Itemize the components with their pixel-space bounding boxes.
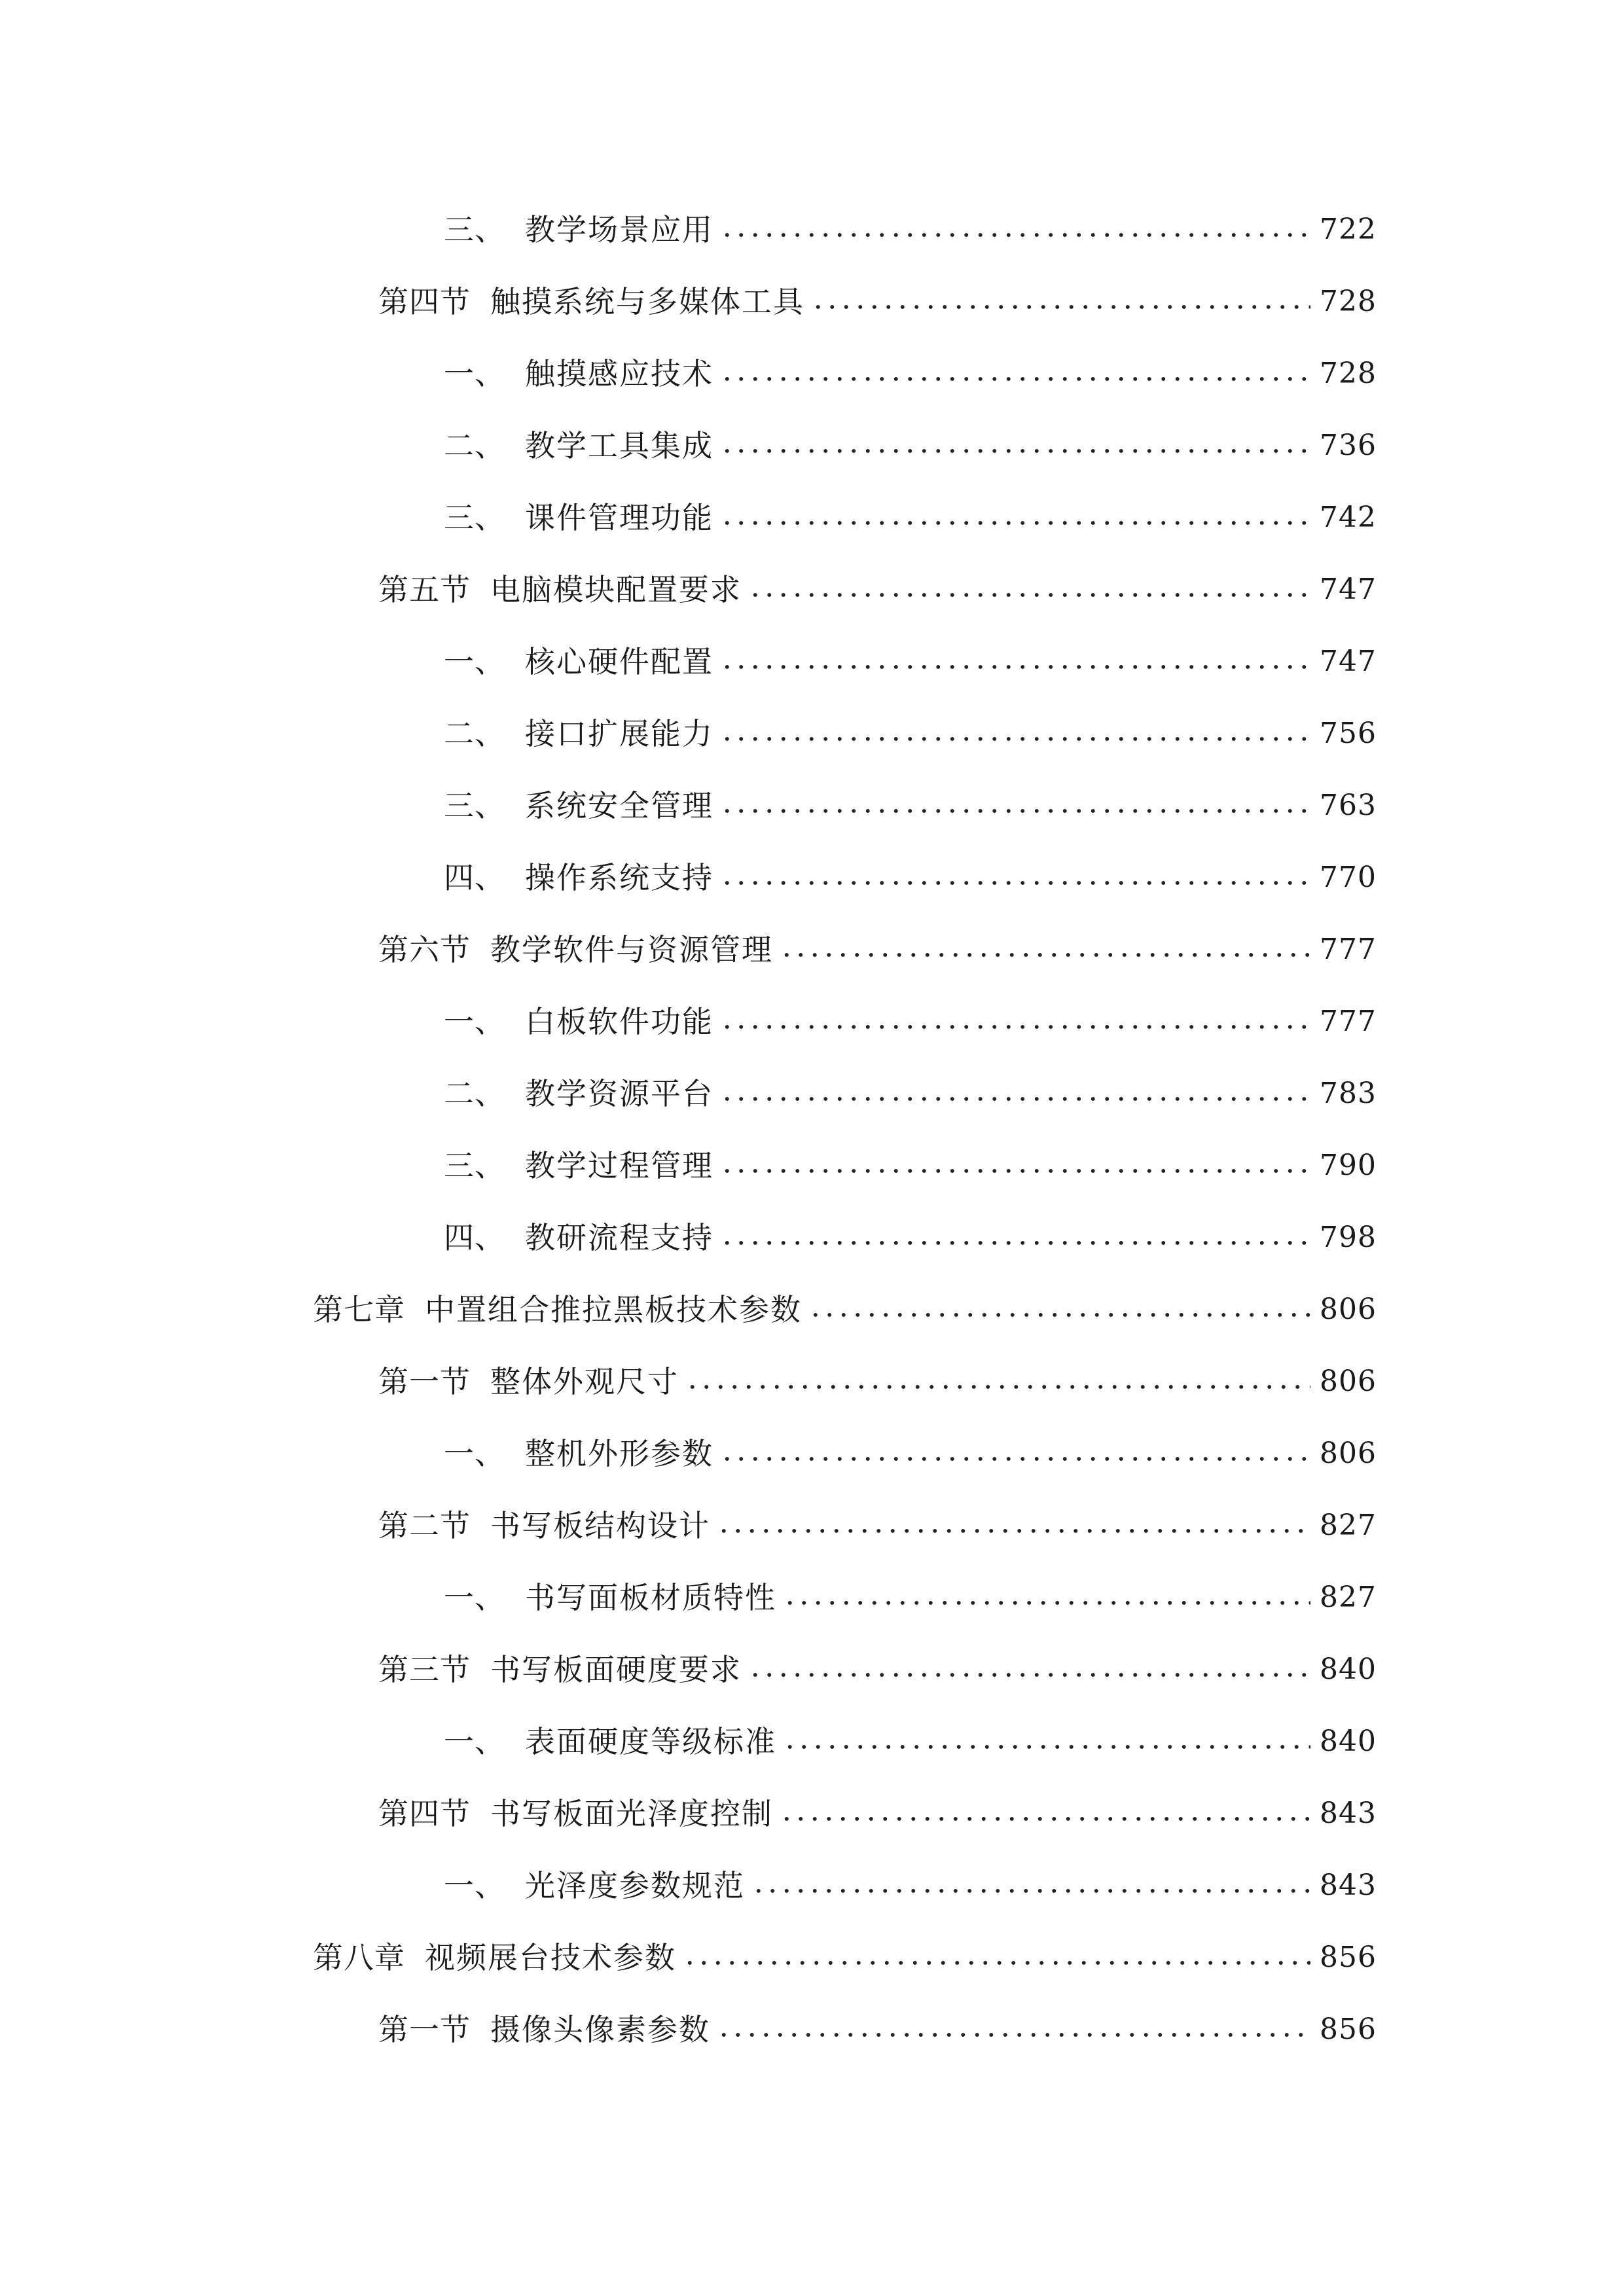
toc-entry-title: 视频展台技术参数: [425, 1940, 676, 1975]
toc-entry[interactable]: [0, 1778, 1624, 1850]
toc-entry-line: [378, 554, 1377, 626]
toc-entry-title: 教学资源平台: [525, 1076, 713, 1111]
toc-entry-title: 接口扩展能力: [525, 716, 713, 751]
toc-entry-page-number: 756: [1320, 717, 1377, 750]
toc-entry-title: 书写板结构设计: [490, 1508, 710, 1543]
toc-entry-page-number: 843: [1320, 1797, 1377, 1830]
toc-entry-title: 课件管理功能: [525, 500, 713, 535]
toc-entry-line: [444, 986, 1377, 1058]
dot-leader: [780, 1812, 1310, 1825]
dot-leader: [720, 1236, 1310, 1249]
toc-entry-line: [313, 1274, 1377, 1346]
dot-leader: [720, 1092, 1310, 1105]
toc-entry-number: 一、: [444, 1868, 505, 1903]
toc-entry-title: 教学软件与资源管理: [490, 932, 773, 967]
toc-entry-title: 整机外形参数: [525, 1436, 713, 1471]
toc-entry[interactable]: [0, 1418, 1624, 1490]
toc-entry-line: [378, 1778, 1377, 1850]
toc-entry-line: [378, 1346, 1377, 1418]
toc-entry-page-number: 722: [1320, 213, 1377, 246]
dot-leader: [720, 228, 1310, 242]
toc-entry[interactable]: [0, 914, 1624, 986]
toc-entry-line: [444, 410, 1377, 482]
toc-entry-page-number: 806: [1320, 1365, 1377, 1398]
toc-entry-number: 三、: [444, 1148, 505, 1183]
toc-entry[interactable]: [0, 1058, 1624, 1130]
toc-entry-line: [444, 1418, 1377, 1490]
toc-entry-line: [444, 698, 1377, 770]
toc-entry[interactable]: [0, 1706, 1624, 1778]
toc-entry-page-number: 840: [1320, 1725, 1377, 1758]
toc-entry-number: 三、: [444, 788, 505, 823]
toc-entry-line: [444, 770, 1377, 842]
toc-entry-line: [444, 1058, 1377, 1130]
toc-entry-line: [444, 1706, 1377, 1778]
dot-leader: [720, 516, 1310, 529]
toc-entry-line: [444, 194, 1377, 266]
toc-entry-title: 书写板面光泽度控制: [490, 1796, 773, 1831]
toc-entry-title: 教研流程支持: [525, 1220, 713, 1255]
toc-entry-title: 表面硬度等级标准: [525, 1724, 776, 1759]
dot-leader: [720, 876, 1310, 889]
dot-leader: [748, 1668, 1310, 1681]
toc-entry[interactable]: [0, 266, 1624, 338]
toc-entry-number: 第一节: [378, 1364, 471, 1399]
toc-entry-title: 摄像头像素参数: [490, 2012, 710, 2047]
toc-entry-page-number: 798: [1320, 1221, 1377, 1254]
dot-leader: [811, 300, 1310, 314]
toc-entry[interactable]: [0, 986, 1624, 1058]
toc-entry[interactable]: [0, 698, 1624, 770]
toc-entry-number: 第二节: [378, 1508, 471, 1543]
toc-entry-line: [378, 914, 1377, 986]
toc-entry-page-number: 777: [1320, 1005, 1377, 1038]
toc-entry-line: [378, 266, 1377, 338]
toc-entry[interactable]: [0, 842, 1624, 914]
toc-entry-number: 第五节: [378, 572, 471, 607]
toc-entry[interactable]: [0, 482, 1624, 554]
dot-leader: [783, 1740, 1310, 1753]
toc-entry-page-number: 827: [1320, 1509, 1377, 1542]
toc-entry-number: 二、: [444, 716, 505, 751]
toc-entry-page-number: 747: [1320, 573, 1377, 606]
toc-entry-number: 一、: [444, 356, 505, 391]
toc-entry-title: 教学场景应用: [525, 212, 713, 247]
toc-entry-line: [378, 1994, 1377, 2066]
toc-entry-line: [444, 842, 1377, 914]
toc-entry[interactable]: [0, 1346, 1624, 1418]
toc-entry-number: 二、: [444, 428, 505, 463]
toc-entry[interactable]: [0, 1202, 1624, 1274]
toc-entry-number: 一、: [444, 644, 505, 679]
dot-leader: [685, 1380, 1310, 1393]
toc-entry-page-number: 736: [1320, 429, 1377, 462]
dot-leader: [751, 1884, 1310, 1897]
dot-leader: [717, 2028, 1310, 2041]
toc-entry-line: [444, 1202, 1377, 1274]
toc-entry[interactable]: [0, 410, 1624, 482]
toc-entry-number: 四、: [444, 860, 505, 895]
toc-entry-number: 四、: [444, 1220, 505, 1255]
toc-entry[interactable]: [0, 194, 1624, 266]
dot-leader: [683, 1956, 1310, 1969]
toc-entry[interactable]: [0, 1562, 1624, 1634]
toc-entry-number: 第四节: [378, 284, 471, 319]
toc-entry-number: 一、: [444, 1580, 505, 1615]
dot-leader: [720, 1020, 1310, 1033]
toc-entry-number: 第一节: [378, 2012, 471, 2047]
dot-leader: [720, 804, 1310, 817]
toc-entry-page-number: 728: [1320, 357, 1377, 390]
toc-entry-line: [378, 1490, 1377, 1562]
toc-entry-page-number: 856: [1320, 2013, 1377, 2046]
toc-entry-title: 核心硬件配置: [525, 644, 713, 679]
toc-entry-title: 教学工具集成: [525, 428, 713, 463]
toc-entry-number: 第八章: [313, 1940, 405, 1975]
toc-entry[interactable]: [0, 626, 1624, 698]
toc-entry-page-number: 806: [1320, 1437, 1377, 1470]
dot-leader: [720, 732, 1310, 745]
dot-leader: [720, 372, 1310, 386]
toc-entry-page-number: 770: [1320, 861, 1377, 894]
toc-entry-number: 三、: [444, 212, 505, 247]
toc-entry-page-number: 856: [1320, 1941, 1377, 1974]
toc-entry-number: 一、: [444, 1004, 505, 1039]
toc-entry-line: [444, 338, 1377, 410]
toc-entry-title: 书写板面硬度要求: [490, 1652, 742, 1687]
dot-leader: [717, 1524, 1310, 1537]
toc-entry-line: [444, 1130, 1377, 1202]
toc-entry-title: 整体外观尺寸: [490, 1364, 679, 1399]
toc-entry-number: 一、: [444, 1724, 505, 1759]
toc-entry-page-number: 783: [1320, 1077, 1377, 1110]
dot-leader: [720, 1452, 1310, 1465]
dot-leader: [748, 588, 1310, 601]
toc-entry-title: 操作系统支持: [525, 860, 713, 895]
toc-entry-line: [378, 1634, 1377, 1706]
toc-entry-line: [444, 1850, 1377, 1922]
table-of-contents: [0, 194, 1624, 2066]
toc-entry-page-number: 728: [1320, 285, 1377, 318]
toc-entry-title: 光泽度参数规范: [525, 1868, 745, 1903]
toc-entry-number: 三、: [444, 500, 505, 535]
toc-entry[interactable]: [0, 1994, 1624, 2066]
toc-entry-number: 二、: [444, 1076, 505, 1111]
toc-entry-title: 触摸系统与多媒体工具: [490, 284, 804, 319]
toc-entry-page-number: 777: [1320, 933, 1377, 966]
toc-entry-number: 第七章: [313, 1292, 405, 1327]
toc-entry[interactable]: [0, 338, 1624, 410]
toc-entry-page-number: 840: [1320, 1653, 1377, 1686]
toc-entry[interactable]: [0, 554, 1624, 626]
dot-leader: [808, 1308, 1310, 1321]
toc-entry-page-number: 843: [1320, 1869, 1377, 1902]
toc-entry-line: [444, 482, 1377, 554]
toc-entry[interactable]: [0, 1274, 1624, 1346]
dot-leader: [780, 948, 1310, 961]
toc-entry-title: 触摸感应技术: [525, 356, 713, 391]
toc-entry-number: 第四节: [378, 1796, 471, 1831]
toc-entry-number: 第三节: [378, 1652, 471, 1687]
toc-entry-number: 一、: [444, 1436, 505, 1471]
toc-entry-page-number: 763: [1320, 789, 1377, 822]
toc-entry-title: 教学过程管理: [525, 1148, 713, 1183]
toc-entry[interactable]: [0, 1490, 1624, 1562]
toc-entry-title: 系统安全管理: [525, 788, 713, 823]
toc-entry[interactable]: [0, 1130, 1624, 1202]
toc-entry-page-number: 742: [1320, 501, 1377, 534]
dot-leader: [720, 660, 1310, 673]
toc-entry[interactable]: [0, 1634, 1624, 1706]
toc-entry-title: 电脑模块配置要求: [490, 572, 742, 607]
toc-entry-line: [313, 1922, 1377, 1994]
toc-entry-number: 第六节: [378, 932, 471, 967]
dot-leader: [720, 444, 1310, 457]
toc-entry[interactable]: [0, 770, 1624, 842]
toc-entry-page-number: 790: [1320, 1149, 1377, 1182]
toc-entry-title: 中置组合推拉黑板技术参数: [425, 1292, 802, 1327]
toc-entry-page-number: 827: [1320, 1581, 1377, 1614]
toc-entry-line: [444, 1562, 1377, 1634]
toc-entry-page-number: 747: [1320, 645, 1377, 678]
toc-entry-page-number: 806: [1320, 1293, 1377, 1326]
toc-entry[interactable]: [0, 1850, 1624, 1922]
dot-leader: [783, 1596, 1310, 1609]
dot-leader: [720, 1164, 1310, 1177]
toc-entry-line: [444, 626, 1377, 698]
toc-entry[interactable]: [0, 1922, 1624, 1994]
toc-entry-title: 白板软件功能: [525, 1004, 713, 1039]
toc-entry-title: 书写面板材质特性: [525, 1580, 776, 1615]
